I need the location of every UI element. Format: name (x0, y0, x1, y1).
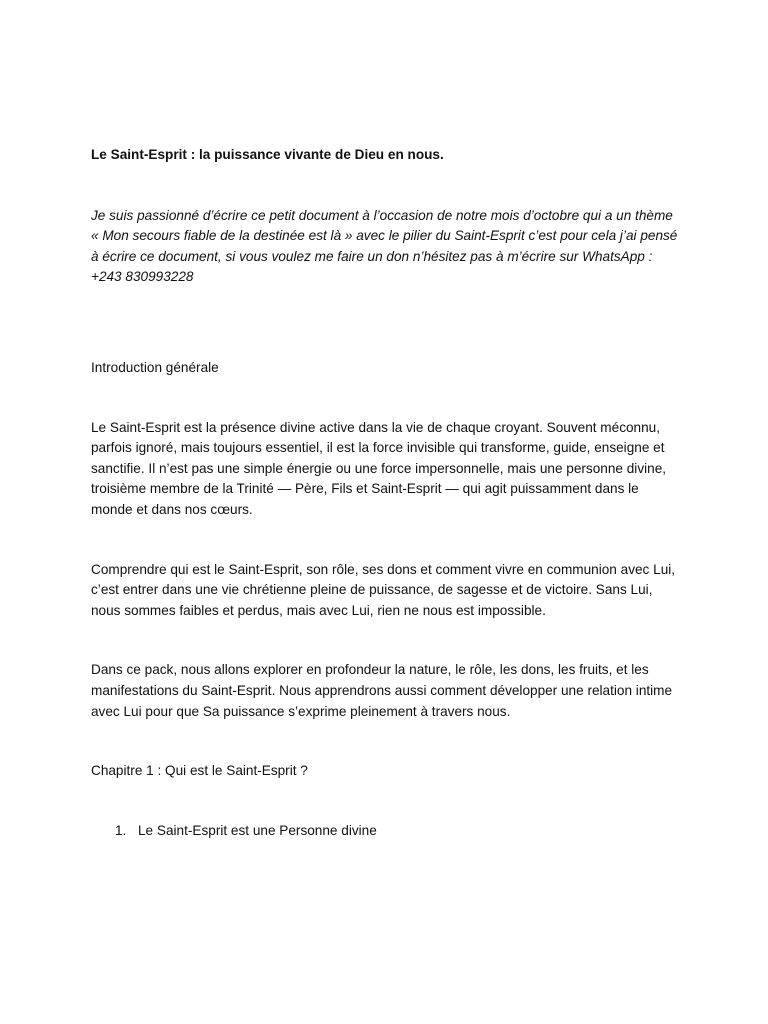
document-title: Le Saint-Esprit : la puissance vivante de Dieu en nous. (91, 147, 444, 162)
intro-note: Je suis passionné d’écrire ce petit document à l’occasion de notre mois d’octobre qui a un thème « Mon secours fiable de la destinée est là » avec le pilier du Saint-Esprit c’est pour cela j’ai pensé à écrire ce document, si vous voulez me faire un don n’hésitez pas à m’écrire sur WhatsApp : +243 830993228 (91, 207, 678, 285)
document-body (91, 145, 681, 841)
numbered-list (91, 821, 681, 842)
list-item-number: 1. (115, 822, 127, 838)
body-paragraph: Dans ce pack, nous allons explorer en profondeur la nature, le rôle, les dons, les fruits, et les manifestations du Saint-Esprit. Nous apprendrons aussi comment développer une relation intime avec Lui pour que Sa puissance s’exprime pleinement à travers nous. (91, 662, 673, 719)
list-item (91, 821, 681, 842)
body-paragraph: Le Saint-Esprit est la présence divine active dans la vie de chaque croyant. Souvent méconnu, parfois ignoré, mais toujours essentiel, il est la force invisible qui transforme, guide, enseigne et sanctifie. Il n’est pas une simple énergie ou une force impersonnelle, mais une personne divine, troisième membre de la Trinité — Père, Fils et Saint-Esprit — qui agit puissamment dans le monde et dans nos cœurs. (91, 419, 667, 517)
body-paragraph: Comprendre qui est le Saint-Esprit, son rôle, ses dons et comment vivre en communion avec Lui, c’est entrer dans une vie chrétienne pleine de puissance, de sagesse et de victoire. Sans Lui, nous sommes faibles et perdus, mais avec Lui, rien ne nous est impossible. (91, 561, 676, 618)
list-item-text: Le Saint-Esprit est une Personne divine (138, 822, 377, 838)
section-heading-introduction: Introduction générale (91, 359, 219, 375)
chapter-heading: Chapitre 1 : Qui est le Saint-Esprit ? (91, 763, 308, 779)
